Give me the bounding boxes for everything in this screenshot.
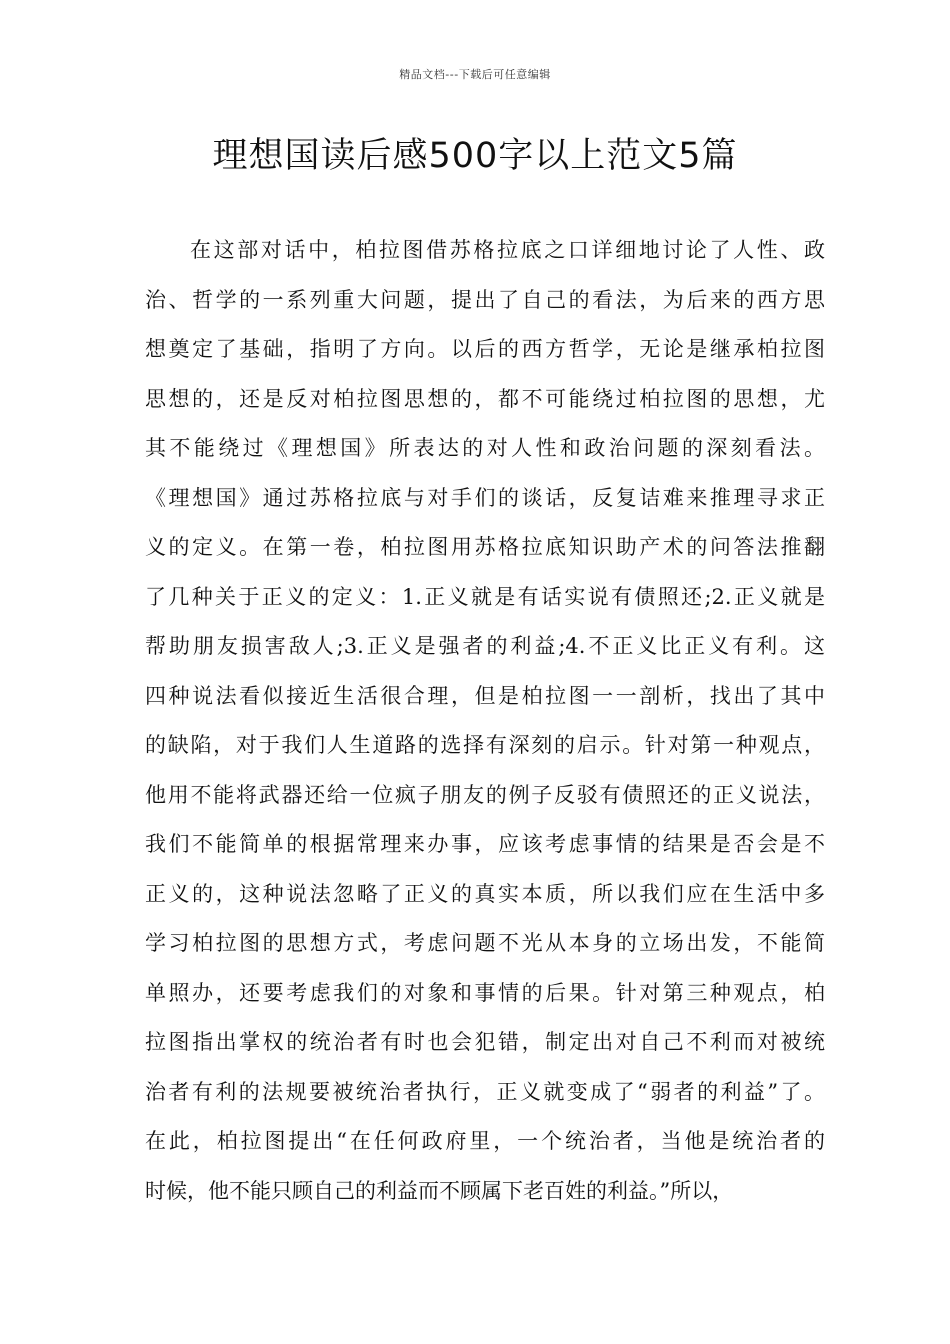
body-line: 单照办，还要考虑我们的对象和事情的后果。针对第三种观点，柏: [145, 980, 825, 1005]
body-line: 正义的，这种说法忽略了正义的真实本质，所以我们应在生活中多: [145, 881, 825, 906]
body-line: 在此，柏拉图提出“在任何政府里，一个统治者，当他是统治者的: [145, 1129, 825, 1153]
document-title: 理想国读后感500字以上范文5篇: [212, 136, 738, 176]
body-line: 了几种关于正义的定义：1.正义就是有话实说有债照还;2.正义就是: [145, 584, 825, 609]
body-line: 其不能绕过《理想国》所表达的对人性和政治问题的深刻看法。: [145, 436, 825, 460]
body-line: 四种说法看似接近生活很合理，但是柏拉图一一剖析，找出了其中: [145, 683, 825, 708]
body-line: 学习柏拉图的思想方式，考虑问题不光从本身的立场出发，不能简: [145, 931, 825, 955]
body-line: 他用不能将武器还给一位疯子朋友的例子反驳有债照还的正义说法，: [145, 782, 825, 807]
body-line: 治、哲学的一系列重大问题，提出了自己的看法，为后来的西方思: [145, 287, 825, 312]
document-body: [145, 232, 825, 1222]
body-line: 《理想国》通过苏格拉底与对手们的谈话，反复诘难来推理寻求正: [145, 485, 825, 510]
body-line: 的缺陷，对于我们人生道路的选择有深刻的启示。针对第一种观点，: [145, 733, 825, 757]
body-line: 时候，他不能只顾自己的利益而不顾属下老百姓的利益。”所以，: [145, 1178, 734, 1203]
body-line: 治者有利的法规要被统治者执行，正义就变成了“弱者的利益”了。: [145, 1079, 825, 1104]
body-line: 思想的，还是反对柏拉图思想的，都不可能绕过柏拉图的思想，尤: [145, 386, 825, 411]
body-line: 想奠定了基础，指明了方向。以后的西方哲学，无论是继承柏拉图: [145, 337, 825, 361]
body-line: 在这部对话中，柏拉图借苏格拉底之口详细地讨论了人性、政: [190, 238, 825, 262]
body-line: 拉图指出掌权的统治者有时也会犯错，制定出对自己不利而对被统: [145, 1030, 825, 1054]
body-line: 帮助朋友损害敌人;3.正义是强者的利益;4.不正义比正义有利。这: [145, 634, 825, 658]
header-note: 精品文档---下载后可任意编辑: [399, 68, 551, 81]
body-line: 我们不能简单的根据常理来办事，应该考虑事情的结果是否会是不: [145, 832, 825, 856]
body-line: 义的定义。在第一卷，柏拉图用苏格拉底知识助产术的问答法推翻: [145, 535, 825, 559]
